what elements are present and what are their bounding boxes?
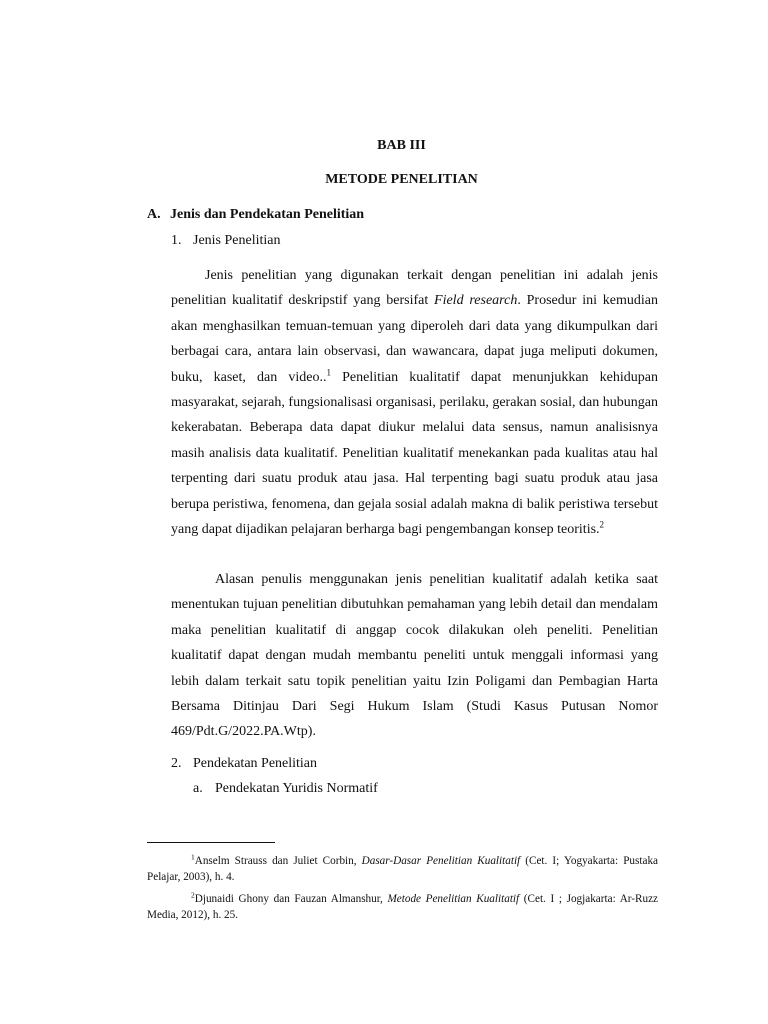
chapter-title: METODE PENELITIAN: [325, 172, 478, 187]
footnote: [147, 891, 658, 923]
footnote-mark: 2: [191, 890, 195, 900]
subsection-pendekatan: [171, 756, 317, 772]
subsection-number: 2.: [171, 756, 182, 771]
section-label: A.: [147, 207, 161, 222]
paragraph-alasan: Alasan penulis menggunakan jenis penelitian kualitatif adalah ketika saat menentukan tujuan penelitian dibutuhkan pemahaman yang lebih detail dan mendalam maka penelitian kualitatif di anggap cocok dilakukan oleh peneliti. Penelitian kualitatif dapat dengan mudah membantu peneliti untuk menggali informasi yang lebih dalam terkait satu topik penelitian yaitu Izin Poligami dan Pembagian Harta Bersama Ditinjau Dari Segi Hukum Islam (Studi Kasus Putusan Nomor 469/Pdt.G/2022.PA.Wtp).: [171, 572, 658, 740]
footnote-title: Metode Penelitian Kualitatif: [387, 893, 520, 905]
subsection-number: a.: [193, 781, 203, 796]
chapter-label: BAB III: [377, 138, 426, 153]
subsection-title: Pendekatan Yuridis Normatif: [215, 781, 378, 796]
subsection-jenis: [171, 233, 281, 249]
footnote-ref[interactable]: 1: [326, 366, 331, 377]
footnote-mark: 1: [191, 852, 195, 862]
subsection-number: 1.: [171, 233, 182, 248]
subsection-title: Pendekatan Penelitian: [193, 756, 318, 771]
section-heading: [147, 207, 364, 223]
footnote-text: (Cet. I; Yogyakarta: Pustaka Pelajar, 2003), h. 4.: [147, 855, 659, 883]
paragraph-jenis-penelitian: [171, 263, 658, 542]
subsection-title: Jenis Penelitian: [193, 233, 281, 248]
footnote-text: Anselm Strauss dan Juliet Corbin,: [194, 855, 362, 867]
footnote-ref[interactable]: 2: [599, 519, 605, 530]
footnote: [147, 853, 658, 885]
italic-term: Field research: [434, 293, 518, 309]
subsubsection-yuridis: [193, 781, 378, 797]
footnote-separator: [147, 842, 275, 843]
footnote-title: Dasar-Dasar Penelitian Kualitatif: [361, 855, 521, 867]
paragraph-text: . Prosedur ini kemudian akan menghasilkan temuan-temuan yang diperoleh dari data yang dikumpulkan dari berbagai cara, antara lain observasi, dan wawancara, dapat juga meliputi dokumen, buku, kaset, dan video..: [171, 293, 658, 385]
footnote-text: Djunaidi Ghony dan Fauzan Almanshur,: [194, 893, 388, 905]
section-title: Jenis dan Pendekatan Penelitian: [170, 207, 365, 222]
paragraph-text: Penelitian kualitatif dapat menunjukkan kehidupan masyarakat, sejarah, fungsionalisasi organisasi, perilaku, gerakan sosial, dan hubungan kekerabatan. Beberapa data dapat diukur melalui data sensus, namun analisisnya masih analisis data kualitatif. Penelitian kualitatif menekankan pada kualitas atau hal terpenting dari suatu produk atau jasa. Hal terpenting bagi suatu produk atau jasa berupa peristiwa, fenomena, dan gejala sosial adalah makna di balik peristiwa tersebut yang dapat dijadikan pelajaran berharga bagi pengembangan konsep teoritis.: [171, 369, 658, 538]
paragraph-text: Jenis penelitian yang digunakan terkait dengan penelitian ini adalah jenis penelitian kualitatif deskripstif yang bersifat: [171, 268, 658, 309]
footnote-text: (Cet. I ; Jogjakarta: Ar-Ruzz Media, 2012), h. 25.: [147, 893, 658, 921]
